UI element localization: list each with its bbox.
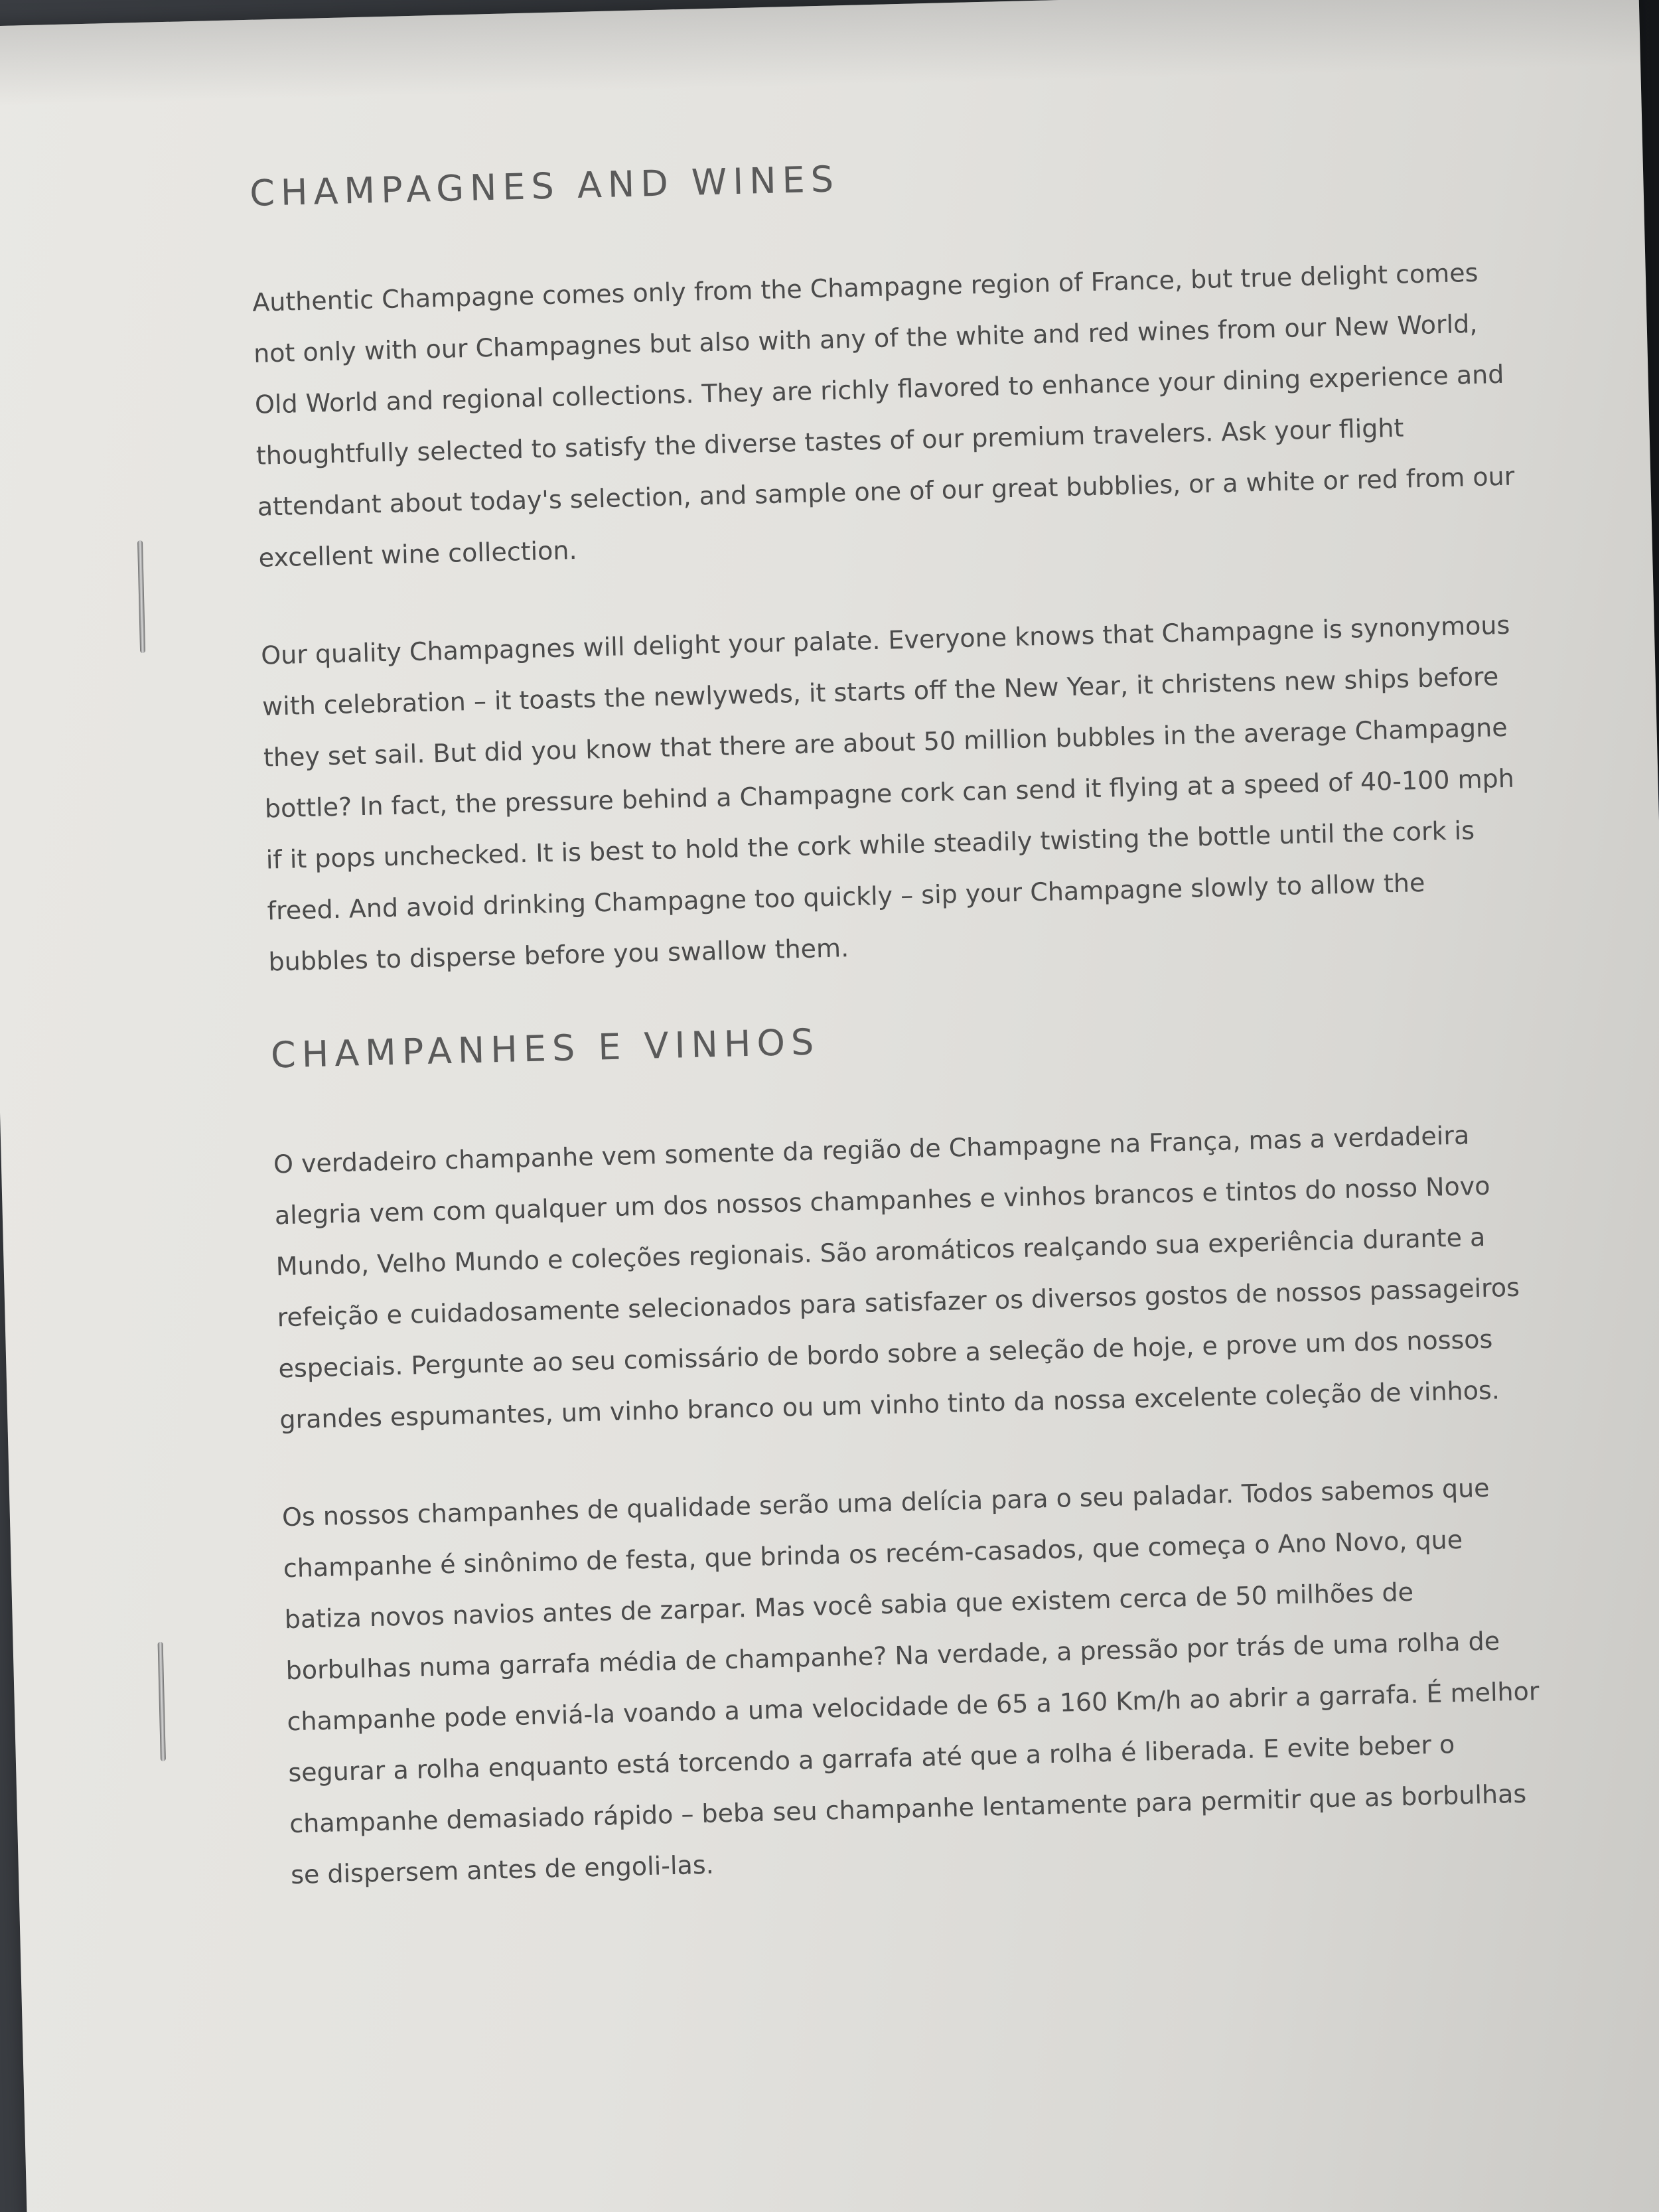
section-heading-portuguese: CHAMPANHES E VINHOS [270,1021,820,1076]
portuguese-paragraph-2: Os nossos champanhes de qualidade serão uma delícia para o seu paladar. Todos sabemos que champanhe é sinônimo de festa, que brinda os recém-casados, que começa o Ano Novo, que batiza novos navios antes de zarpar. Mas você sabia que existem cerca de 50 milhões de borbulhas numa garrafa média de champanhe? Na verdade, a pressão por trás de uma rolha de champanhe pode enviá-la voando a uma velocidade de 65 a 160 Km/h ao abrir a garrafa. É melhor segurar a rolha enquanto está torcendo a garrafa até que a rolha é liberada. E evite beber o champanhe demasiado rápido – beba seu champanhe lentamente para permitir que as borbulhas se dispersem antes de engoli-las. [281,1473,1540,1890]
portuguese-paragraph-1: O verdadeiro champanhe vem somente da região de Champagne na França, mas a verdadeira alegria vem com qualquer um dos nossos champanhes e vinhos brancos e tintos do nosso Novo Mundo, Velho Mundo e coleções regionais. São aromáticos realçando sua experiência durante a refeição e cuidadosamente selecionados para satisfazer os diversos gostos de nossos passageiros especiais. Pergunte ao seu comissário de bordo sobre a seleção de hoje, e prove um dos nossos grandes espumantes, um vinho branco ou um vinho tinto da nossa excelente coleção de vinhos. [273,1120,1520,1435]
page-content [249,141,1553,1947]
section-heading-english: CHAMPAGNES AND WINES [249,158,840,214]
staple-bottom [158,1642,166,1761]
staple-top [137,540,145,653]
english-paragraph-2: Our quality Champagnes will delight your palate. Everyone knows that Champagne is synonymous with celebration – it toasts the newlyweds, it starts off the New Year, it christens new ships before they set sail. But did you know that there are about 50 million bubbles in the average Champagne bottle? In fact, the pressure behind a Champagne cork can send it flying at a speed of 40-100 mph if it pops unchecked. It is best to hold the cork while steadily twisting the bottle until the cork is freed. And avoid drinking Champagne too quickly – sip your Champagne slowly to allow the bubbles to disperse before you swallow them. [260,610,1515,977]
english-paragraph-1: Authentic Champagne comes only from the Champagne region of France, but true delight comes not only with our Champagnes but also with any of the white and red wines from our New World, Old World and regional collections. They are richly flavored to enhance your dining experience and thoughtfully selected to satisfy the diverse tastes of our premium travelers. Ask your flight attendant about today's selection, and sample one of our great bubblies, or a white or red from our excellent wine collection. [252,258,1515,573]
